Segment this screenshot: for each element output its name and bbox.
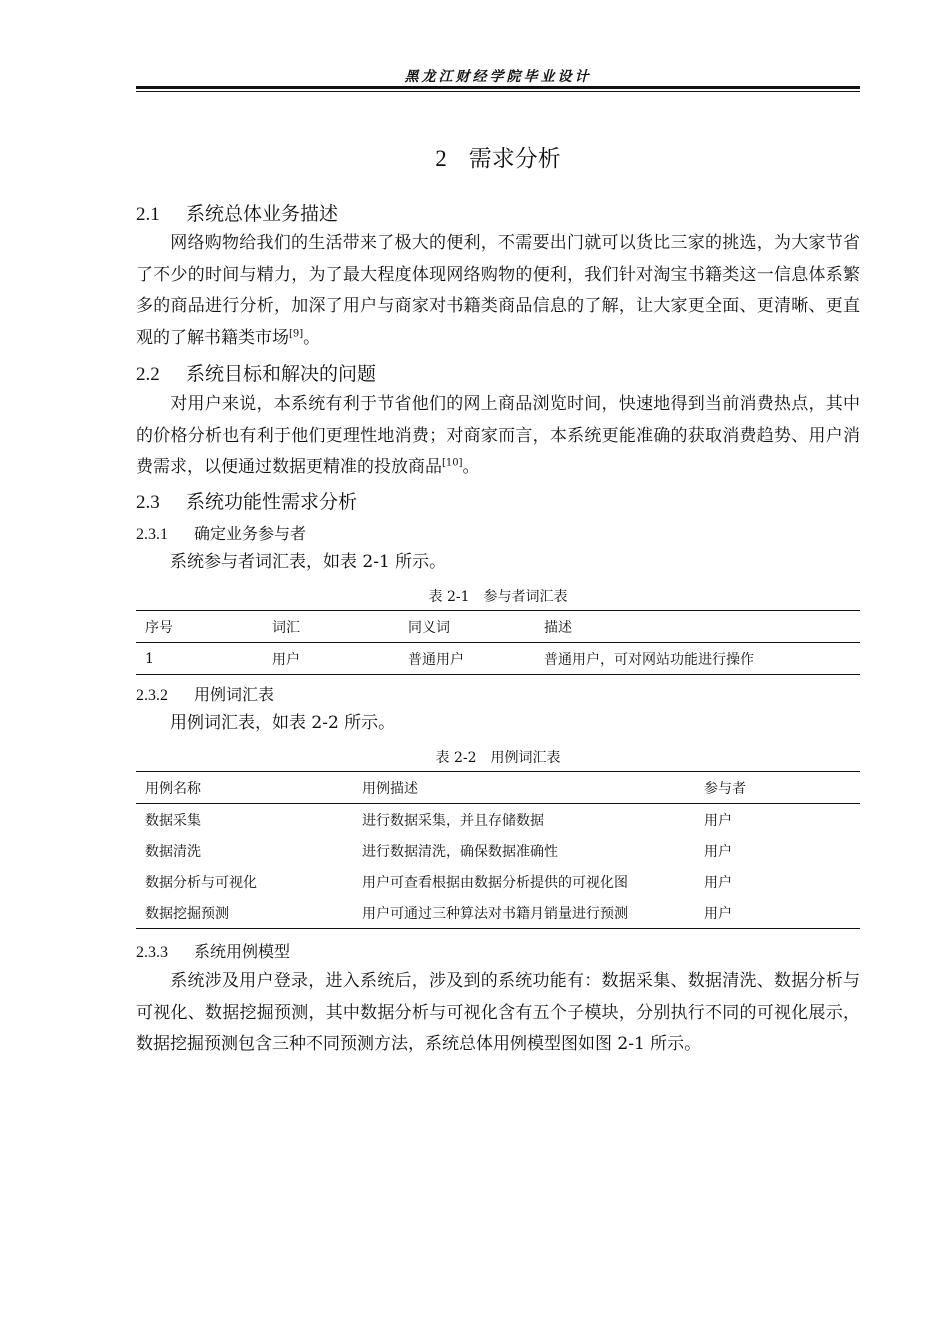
chapter-title	[136, 140, 860, 173]
subsection-number: 2.3.2	[136, 687, 168, 704]
table-header-cell: 参与者	[695, 772, 860, 804]
table-cell: 进行数据采集，并且存储数据	[362, 812, 544, 829]
table-header-cell: 描述	[535, 611, 860, 643]
table-cell: 用户	[263, 643, 399, 675]
table-2-1	[136, 610, 860, 675]
paragraph-text: 用例词汇表，如表 2-2 所示。	[170, 713, 396, 733]
paragraph-text: 系统涉及用户登录，进入系统后，涉及到的系统功能有：数据采集、数据清洗、数据分析与可视化、数据挖掘预测，其中数据分析与可视化含有五个子模块，分别执行不同的可视化展示，数据挖掘预测包含三种不同预测方法，系统总体用例模型图如图 2-1 所示。	[136, 971, 860, 1054]
table-row	[136, 643, 860, 675]
section-title: 系统目标和解决的问题	[186, 363, 377, 385]
header-rule-thin	[136, 91, 860, 92]
section-2-3-2-paragraph	[136, 708, 860, 740]
table-header-row	[136, 611, 860, 643]
table-cell: 数据清洗	[145, 843, 201, 860]
subsection-heading-2-3-3	[136, 939, 290, 962]
table-cell: 进行数据清洗，确保数据准确性	[362, 843, 558, 860]
table-cell: 数据挖掘预测	[136, 897, 353, 929]
section-heading-2-2	[136, 359, 376, 386]
table-cell: 用户	[704, 874, 732, 891]
subsection-heading-2-3-2	[136, 682, 274, 705]
section-2-3-1-paragraph	[136, 547, 860, 579]
table-header-cell: 序号	[136, 611, 263, 643]
citation-ref: [9]	[289, 327, 304, 339]
table-cell: 用户可通过三种算法对书籍月销量进行预测	[353, 897, 695, 929]
table-cell: 用户可查看根据由数据分析提供的可视化图	[362, 874, 628, 891]
chapter-number: 2	[435, 146, 447, 171]
section-number: 2.2	[136, 364, 160, 385]
section-2-1-paragraph	[136, 228, 860, 354]
paragraph-end: 。	[462, 457, 480, 477]
table-cell: 用户	[704, 843, 732, 860]
section-title: 系统总体业务描述	[186, 203, 339, 225]
section-heading-2-3	[136, 487, 357, 514]
table-cell: 用户	[704, 812, 732, 829]
subsection-title: 确定业务参与者	[194, 524, 307, 543]
subsection-number: 2.3.3	[136, 944, 168, 961]
table-cell: 数据分析与可视化	[145, 874, 257, 891]
chapter-title-text: 需求分析	[468, 146, 561, 172]
table-cell: 普通用户，可对网站功能进行操作	[535, 643, 860, 675]
table-header-row	[136, 772, 860, 804]
table-row	[136, 835, 860, 866]
table-row	[136, 897, 860, 929]
table-row	[136, 804, 860, 836]
subsection-heading-2-3-1	[136, 521, 306, 544]
table-cell: 数据采集	[145, 812, 201, 829]
subsection-title: 系统用例模型	[194, 942, 291, 961]
table-header-cell: 同义词	[399, 611, 535, 643]
paragraph-text: 网络购物给我们的生活带来了极大的便利，不需要出门就可以货比三家的挑选，为大家节省了不少的时间与精力，为了最大程度体现网络购物的便利，我们针对淘宝书籍类这一信息体系繁多的商品进行分析，加深了用户与商家对书籍类商品信息的了解，让大家更全面、更清晰、更直观的了解书籍类市场	[136, 233, 860, 348]
table-row	[136, 866, 860, 897]
section-2-3-3-paragraph	[136, 966, 860, 1061]
table-cell: 用户	[695, 897, 860, 929]
section-title: 系统功能性需求分析	[186, 491, 358, 513]
section-number: 2.3	[136, 492, 160, 513]
section-heading-2-1	[136, 199, 338, 226]
table-2-2	[136, 771, 860, 929]
citation-ref: [10]	[442, 457, 463, 469]
table-2-1-caption: 表 2-1 参与者词汇表	[428, 589, 568, 605]
table-2-2-caption: 表 2-2 用例词汇表	[435, 750, 561, 766]
table-header-cell: 用例描述	[353, 772, 695, 804]
section-2-2-paragraph	[136, 389, 860, 484]
table-header-cell: 用例名称	[136, 772, 353, 804]
paragraph-text: 对用户来说，本系统有利于节省他们的网上商品浏览时间，快速地得到当前消费热点，其中的价格分析也有利于他们更理性地消费；对商家而言，本系统更能准确的获取消费趋势、用户消费需求，以便通过数据更精准的投放商品	[136, 394, 860, 477]
paragraph-end: 。	[303, 327, 321, 348]
subsection-number: 2.3.1	[136, 526, 168, 543]
running-header: 黑龙江财经学院毕业设计	[404, 69, 592, 85]
table-cell: 1	[136, 643, 263, 675]
section-number: 2.1	[136, 204, 160, 225]
table-cell: 普通用户	[399, 643, 535, 675]
subsection-title: 用例词汇表	[194, 685, 275, 704]
paragraph-text: 系统参与者词汇表，如表 2-1 所示。	[170, 552, 447, 572]
header-rule-thick	[136, 86, 860, 89]
table-header-cell: 词汇	[263, 611, 399, 643]
